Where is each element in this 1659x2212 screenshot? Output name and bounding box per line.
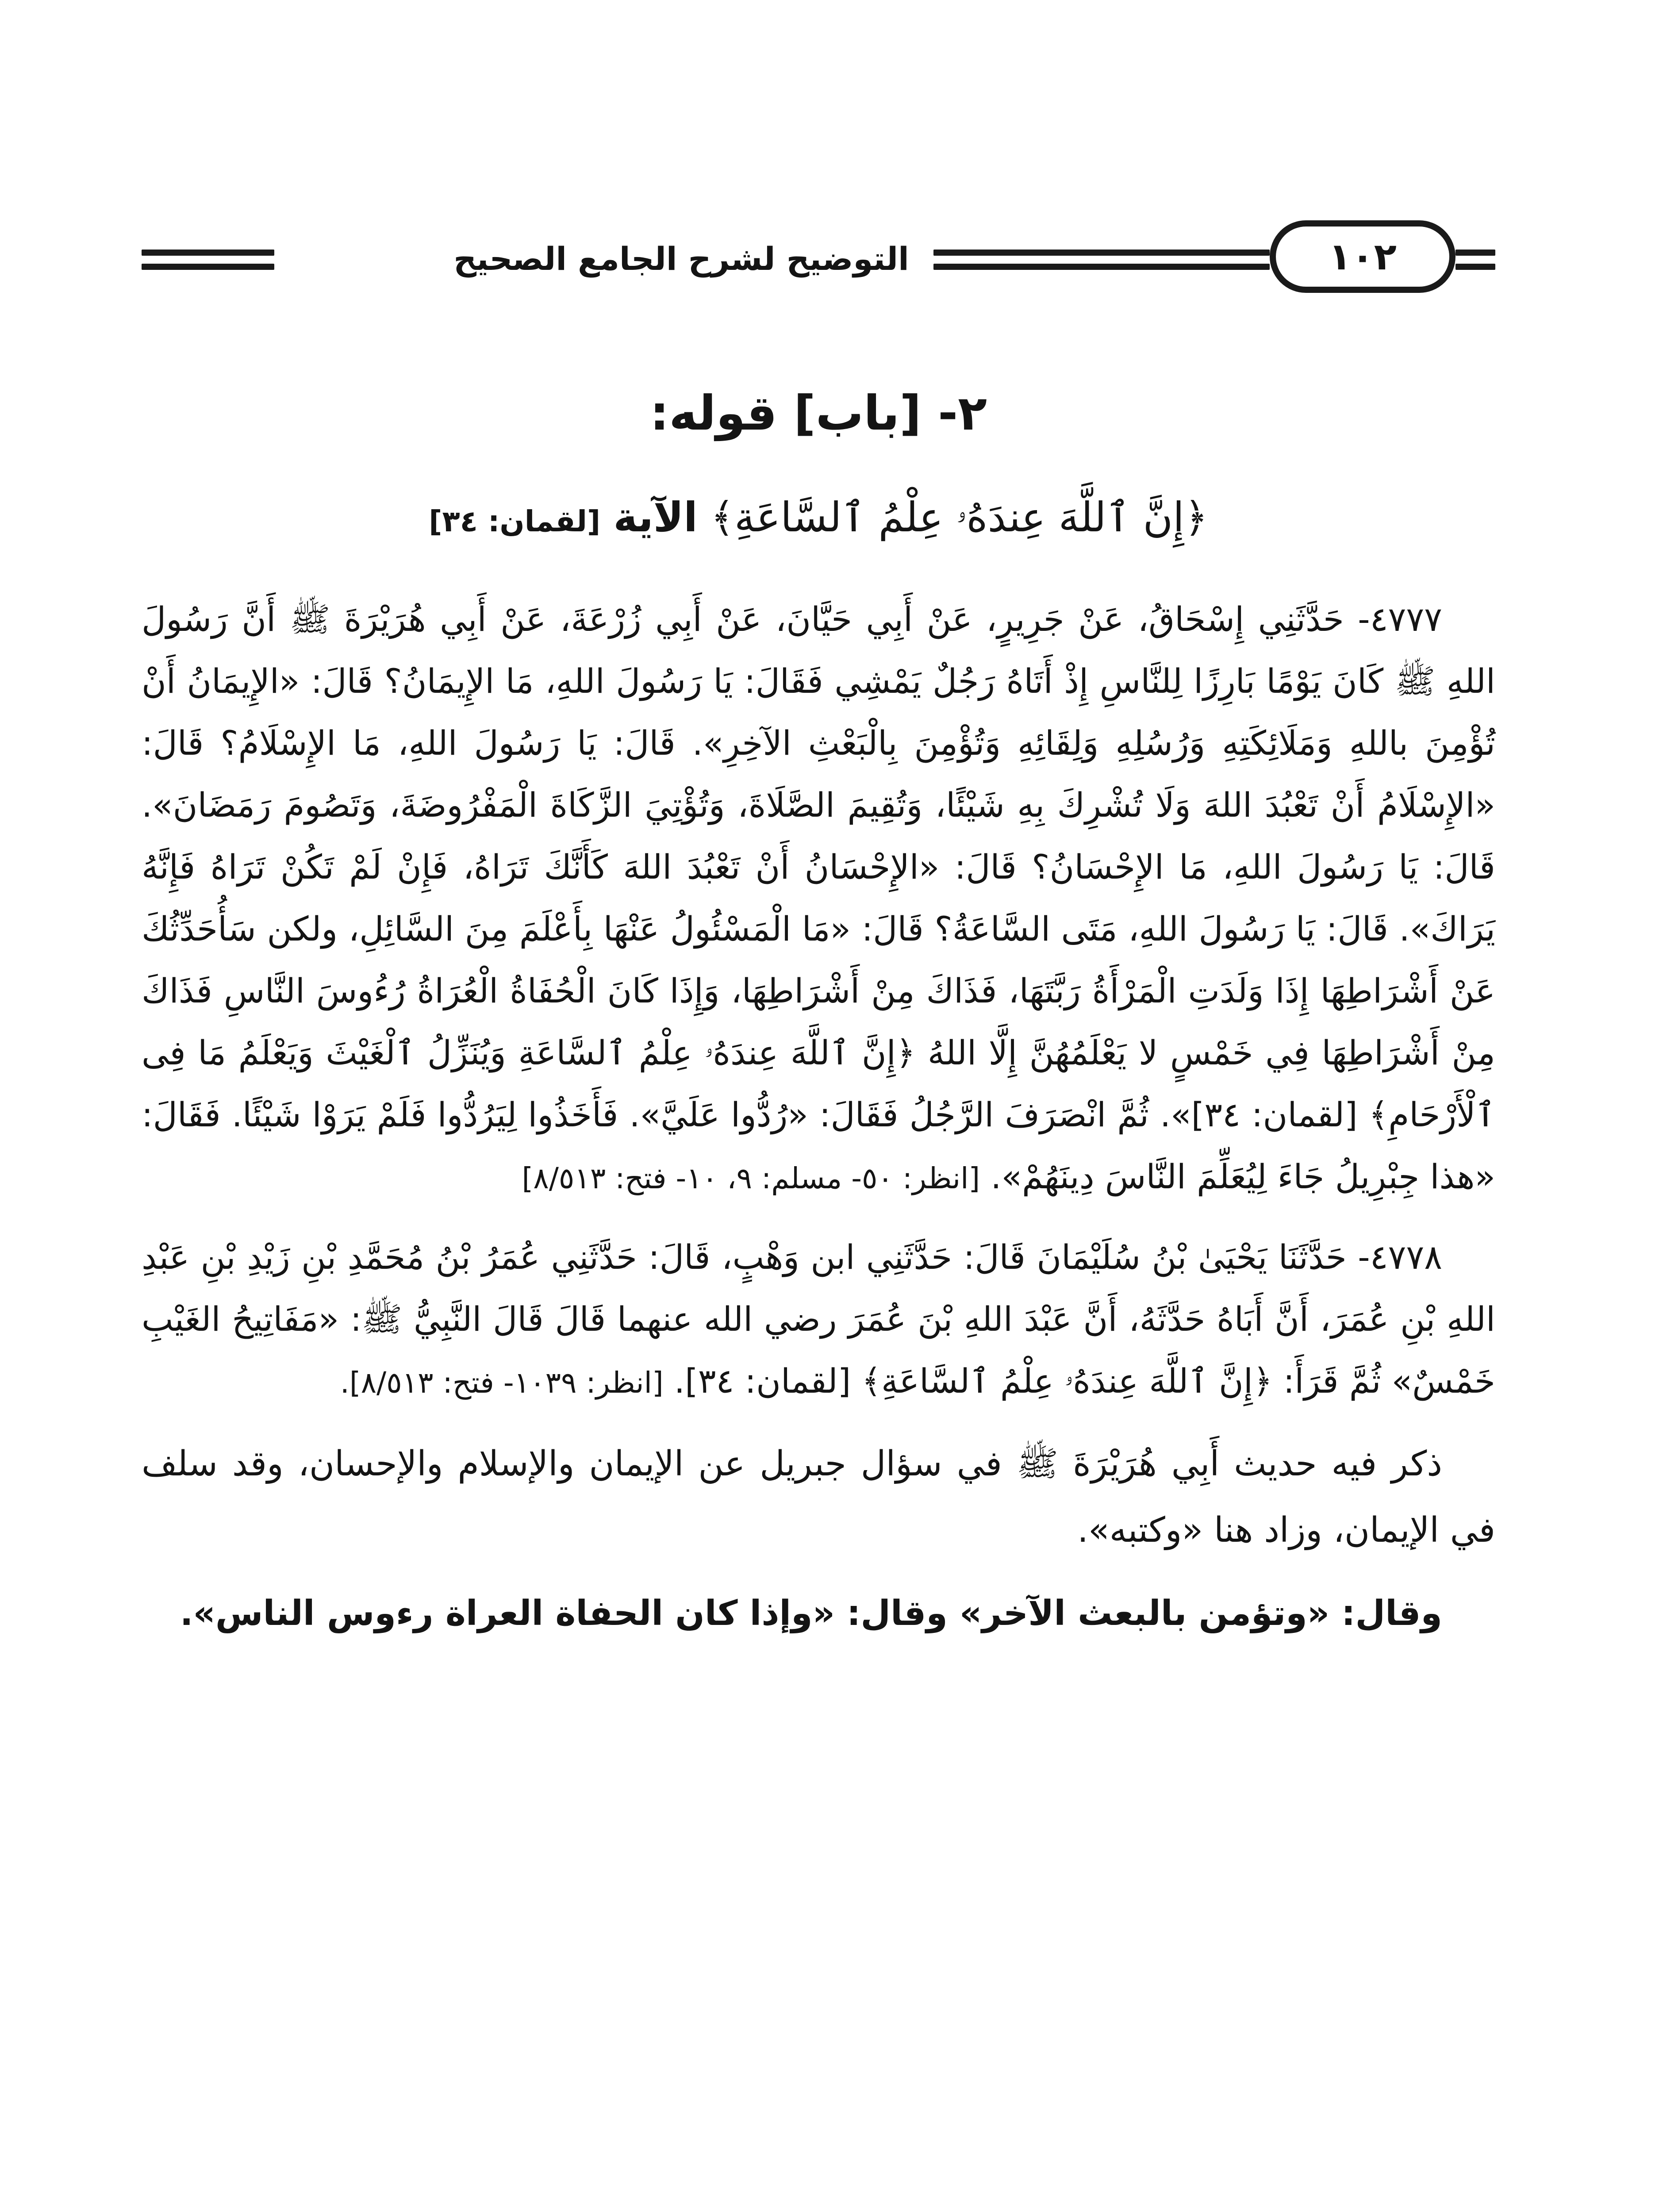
hadith-reference-4778: [انظر: ١٠٣٩- فتح: ٨/٥١٣]. xyxy=(340,1366,664,1400)
verse-tag: الآية xyxy=(613,494,698,541)
commentary-paragraph-2: وقال: «وتؤمن بالبعث الآخر» وقال: «وإذا كان الحفاة العراة رءوس الناس». xyxy=(180,1594,1442,1633)
verse-text: ﴿إِنَّ ٱللَّهَ عِندَهُۥ عِلْمُ ٱلسَّاعَةِ﴾ xyxy=(710,494,1208,541)
hadith-text-4777: ٤٧٧٧- حَدَّثَنِي إِسْحَاقُ، عَنْ جَرِيرٍ، عَنْ أَبِي حَيَّانَ، عَنْ أَبِي زُرْعَةَ، عَنْ أَبِي هُرَيْرَةَ ﷺ أَنَّ رَسُولَ اللهِ ﷺ كَانَ يَوْمًا بَارِزًا لِلنَّاسِ إِذْ أَتَاهُ رَجُلٌ يَمْشِي فَقَالَ: يَا رَسُولَ اللهِ، مَا الإِيمَانُ؟ قَالَ: «الإِيمَانُ أَنْ تُؤْمِنَ باللهِ وَمَلَائِكَتِهِ وَرُسُلِهِ وَلِقَائِهِ وَتُؤْمِنَ بِالْبَعْثِ الآخِرِ». قَالَ: يَا رَسُولَ اللهِ، مَا الإِسْلَامُ؟ قَالَ: «الإِسْلَامُ أَنْ تَعْبُدَ اللهَ وَلَا تُشْرِكَ بِهِ شَيْئًا، وَتُقِيمَ الصَّلَاةَ، وَتُؤْتِيَ الزَّكَاةَ الْمَفْرُوضَةَ، وَتَصُومَ رَمَضَانَ». قَالَ: يَا رَسُولَ اللهِ، مَا الإِحْسَانُ؟ قَالَ: «الإِحْسَانُ أَنْ تَعْبُدَ اللهَ كَأَنَّكَ تَرَاهُ، فَإِنْ لَمْ تَكُنْ تَرَاهُ فَإِنَّهُ يَرَاكَ». قَالَ: يَا رَسُولَ اللهِ، مَتَى السَّاعَةُ؟ قَالَ: «مَا الْمَسْئُولُ عَنْهَا بِأَعْلَمَ مِنَ السَّائِلِ، ولكن سَأُحَدِّثُكَ عَنْ أَشْرَاطِهَا إِذَا وَلَدَتِ الْمَرْأَةُ رَبَّتَهَا، فَذَاكَ مِنْ أَشْرَاطِهَا، وَإِذَا كَانَ الْحُفَاةُ الْعُرَاةُ رُءُوسَ النَّاسِ فَذَاكَ مِنْ أَشْرَاطِهَا فِي خَمْسٍ لا يَعْلَمُهُنَّ إِلَّا اللهُ ﴿إِنَّ ٱللَّهَ عِندَهُۥ عِلْمُ ٱلسَّاعَةِ وَيُنَزِّلُ ٱلْغَيْثَ وَيَعْلَمُ مَا فِى ٱلْأَرْحَامِ﴾ [لقمان: ٣٤]». ثُمَّ انْصَرَفَ الرَّجُلُ فَقَالَ: «رُدُّوا عَلَيَّ». فَأَخَذُوا لِيَرُدُّوا فَلَمْ يَرَوْا شَيْئًا. فَقَالَ: «هذا جِبْرِيلُ جَاءَ لِيُعَلِّمَ النَّاسَ دِينَهُمْ». xyxy=(142,599,1495,1196)
hadith-text-4778: ٤٧٧٨- حَدَّثَنَا يَحْيَىٰ بْنُ سُلَيْمَانَ قَالَ: حَدَّثَنِي ابن وَهْبٍ، قَالَ: حَدَّثَنِي عُمَرُ بْنُ مُحَمَّدِ بْنِ زَيْدِ بْنِ عَبْدِ اللهِ بْنِ عُمَرَ، أَنَّ أَبَاهُ حَدَّثَهُ، أَنَّ عَبْدَ اللهِ بْنَ عُمَرَ رضي الله عنهما قَالَ قَالَ النَّبِيُّ ﷺ: «مَفَاتِيحُ الغَيْبِ خَمْسٌ» ثُمَّ قَرَأَ: ﴿إِنَّ ٱللَّهَ عِندَهُۥ عِلْمُ ٱلسَّاعَةِ﴾ [لقمان: ٣٤]. xyxy=(142,1237,1495,1401)
commentary-paragraph-1: ذكر فيه حديث أَبِي هُرَيْرَةَ ﷺ في سؤال جبريل عن الإيمان والإسلام والإحسان، وقد سلف في الإيمان، وزاد هنا «وكتبه». xyxy=(142,1444,1495,1550)
header-rule-right-top xyxy=(1455,250,1495,256)
chapter-heading: ٢- [باب] قوله: xyxy=(650,386,987,441)
header-rule-left-bottom xyxy=(142,264,274,270)
verse-heading xyxy=(142,487,1495,553)
page-number: ١٠٢ xyxy=(1329,235,1397,278)
page-number-badge xyxy=(1270,220,1455,293)
header-rule-middle-top xyxy=(933,250,1270,256)
header-rule-right-bottom xyxy=(1455,264,1495,270)
header-rule-left-top xyxy=(142,250,274,256)
book-title: التوضيح لشرح الجامع الصحيح xyxy=(453,240,909,277)
hadith-paragraph-4778 xyxy=(142,1226,1495,1414)
hadith-reference-4777: [انظر: ٥٠- مسلم: ٩، ١٠- فتح: ٨/٥١٣] xyxy=(522,1161,980,1195)
header-rule-middle-bottom xyxy=(933,264,1270,270)
body-text xyxy=(142,588,1495,1663)
verse-reference: [لقمان: ٣٤] xyxy=(429,504,601,538)
running-header xyxy=(142,212,1495,301)
hadith-paragraph-4777 xyxy=(142,588,1495,1210)
